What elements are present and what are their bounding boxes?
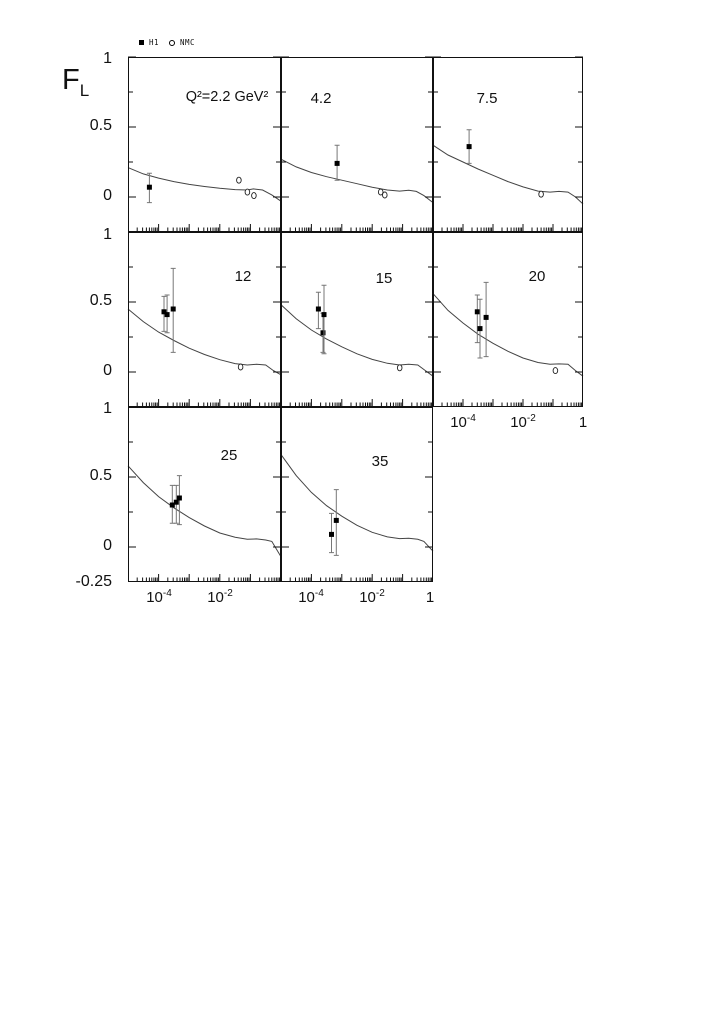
legend-label-nmc: NMC	[180, 38, 196, 47]
x-tick-label: $10^{-4}$	[146, 588, 172, 606]
h1-point	[165, 312, 170, 317]
h1-point	[147, 185, 152, 190]
theory-curve	[128, 309, 281, 375]
legend-label-h1: H1	[149, 38, 160, 47]
h1-point	[478, 326, 483, 331]
theory-curve	[281, 305, 433, 376]
panel-q2-35	[281, 407, 433, 582]
y-tick-label: 0.5	[89, 467, 112, 484]
legend	[139, 38, 195, 47]
y-tick-label: 0.5	[89, 117, 112, 134]
panel-q2-12	[128, 232, 281, 407]
h1-point	[322, 312, 327, 317]
nmc-point	[238, 364, 243, 370]
nmc-point	[237, 177, 242, 183]
x-tick-label: 1	[425, 589, 435, 606]
h1-point	[316, 307, 321, 312]
y-tick-label: 0.5	[89, 292, 112, 309]
x-tick-label: $10^{-4}$	[450, 413, 476, 431]
nmc-point	[553, 368, 558, 374]
axis-ticks	[128, 232, 281, 407]
legend-item-nmc	[169, 38, 195, 47]
h1-marker-icon	[139, 40, 144, 45]
theory-curve	[433, 145, 583, 204]
panel-border	[129, 408, 281, 582]
y-tick-label: 1	[103, 400, 112, 417]
x-tick-label: 1	[578, 414, 588, 431]
y-tick-label: 0	[103, 187, 112, 204]
panel-label-q2-7.5: 7.5	[476, 90, 498, 107]
axis-ticks	[433, 232, 583, 407]
panel-border	[129, 58, 281, 232]
panel-label-q2-35: 35	[371, 453, 389, 470]
panel-q2-25	[128, 407, 281, 582]
panel-border	[282, 58, 433, 232]
h1-point	[171, 307, 176, 312]
x-tick-label: $10^{-2}$	[510, 413, 536, 431]
theory-curve	[128, 466, 281, 557]
panel-border	[434, 233, 583, 407]
panel-q2-4.2	[281, 57, 433, 232]
panel-q2-20	[433, 232, 583, 407]
h1-point	[321, 330, 326, 335]
h1-point	[467, 144, 472, 149]
h1-error-bar	[475, 295, 480, 343]
theory-curve	[433, 294, 583, 377]
y-tick-label: 0	[103, 362, 112, 379]
panel-label-q2-4.2: 4.2	[310, 90, 332, 107]
panel-border	[129, 233, 281, 407]
panel-label-q2-25: 25	[220, 447, 238, 464]
axis-ticks	[433, 57, 583, 232]
axis-ticks	[281, 407, 433, 582]
y-axis-title-base: F	[62, 64, 80, 96]
y-tick-label: 1	[103, 50, 112, 67]
nmc-point	[383, 192, 388, 198]
h1-point	[335, 161, 340, 166]
panel-label-q2-2.2: Q²=2.2 GeV²	[185, 89, 269, 105]
panel-label-q2-20: 20	[528, 268, 546, 285]
x-tick-label: $10^{-2}$	[207, 588, 233, 606]
y-tick-label: 1	[103, 226, 112, 243]
x-tick-label: $10^{-4}$	[298, 588, 324, 606]
panel-q2-2.2	[128, 57, 281, 232]
nmc-point	[539, 191, 544, 197]
y-axis-title	[62, 64, 89, 101]
y-axis-title-sub: L	[79, 81, 90, 100]
nmc-marker-icon	[169, 40, 175, 46]
theory-curve	[128, 168, 281, 202]
axis-ticks	[128, 57, 281, 232]
axis-ticks	[128, 407, 281, 582]
h1-point	[475, 309, 480, 314]
h1-point	[329, 532, 334, 537]
panel-border	[434, 58, 583, 232]
legend-item-h1	[139, 38, 159, 47]
nmc-point	[397, 365, 402, 371]
y-tick-label: -0.25	[75, 573, 112, 590]
panel-border	[282, 233, 433, 407]
h1-point	[177, 496, 182, 501]
y-tick-label: 0	[103, 537, 112, 554]
panel-border	[282, 408, 433, 582]
panel-label-q2-12: 12	[234, 268, 252, 285]
axis-ticks	[281, 232, 433, 407]
nmc-point	[252, 193, 257, 199]
panel-label-q2-15: 15	[375, 270, 393, 287]
h1-point	[334, 518, 339, 523]
panel-q2-7.5	[433, 57, 583, 232]
x-tick-label: $10^{-2}$	[359, 588, 385, 606]
theory-curve	[281, 159, 433, 202]
h1-error-bar	[322, 285, 327, 354]
axis-ticks	[281, 57, 433, 232]
nmc-point	[245, 189, 250, 195]
h1-point	[484, 315, 489, 320]
panel-q2-15	[281, 232, 433, 407]
